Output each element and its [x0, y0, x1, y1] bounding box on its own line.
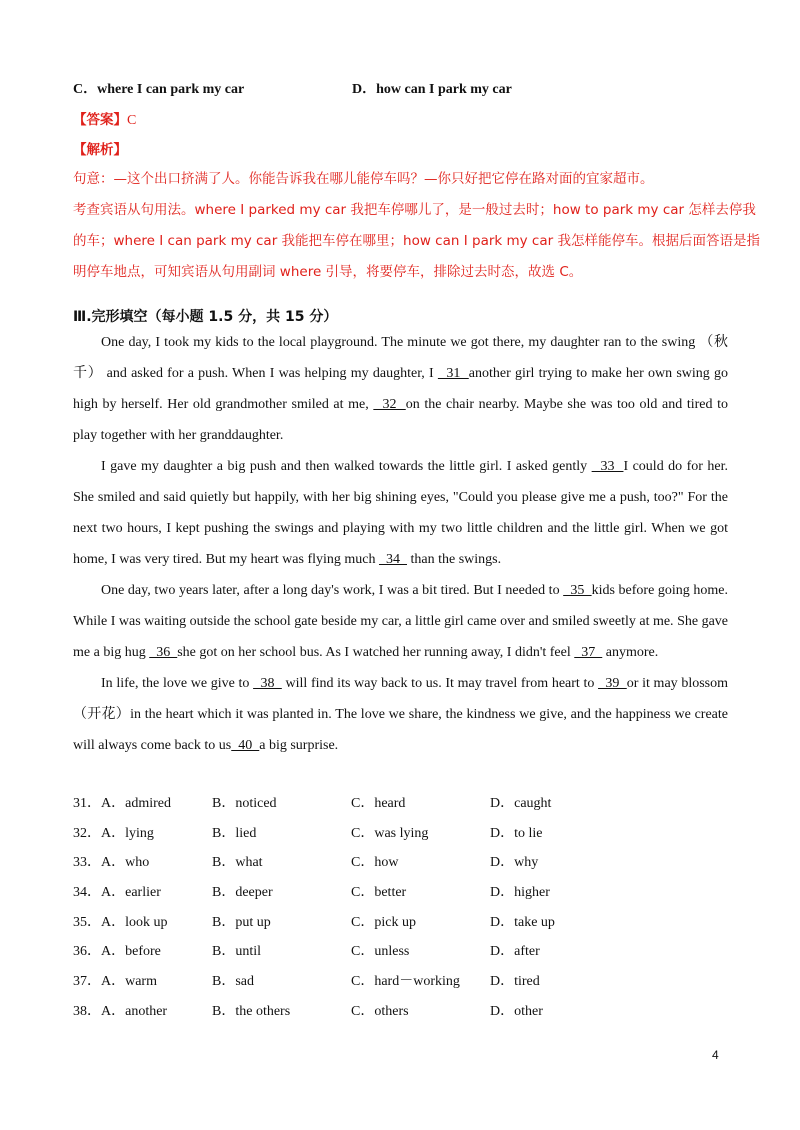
- passage-text: another girl trying to make her own swing go high by herself. Her old grandmother smiled at me,: [73, 366, 728, 412]
- option-c: C．better: [351, 885, 407, 901]
- option-c: C．heard: [351, 796, 406, 811]
- option-a: 36．A．before: [73, 944, 161, 960]
- option-d: D．other: [490, 1003, 543, 1019]
- analysis-line-3: 的车；where I can park my car 我能把车停在哪里；how can I park my car 我怎样能停车。根据后面答语是指: [73, 233, 760, 249]
- option-b: B．sad: [212, 974, 254, 990]
- option-c: C．others: [351, 1003, 409, 1019]
- passage-text: I gave my daughter a big push and then walked towards the little girl. I asked gently: [101, 459, 592, 474]
- answer-label: 【答案】: [73, 112, 127, 128]
- blank-35: 35: [563, 583, 592, 598]
- option-row-32: [73, 822, 733, 852]
- option-d: D．after: [490, 944, 540, 960]
- option-c: C．unless: [351, 944, 410, 960]
- option-row-34: [73, 881, 733, 911]
- analysis-line-4: 明停车地点，可知宾语从句用副词 where 引导，将要停车，排除过去时态，故选 C。: [73, 264, 583, 280]
- passage-paragraph-2: [73, 451, 728, 575]
- option-a: 31．A．admired: [73, 796, 171, 811]
- passage-paragraph-3: [73, 575, 728, 668]
- option-a: 38．A．another: [73, 1003, 168, 1019]
- passage-text: than the swings.: [406, 552, 502, 567]
- option-b: B．until: [212, 944, 262, 960]
- option-b: B．what: [212, 855, 263, 871]
- option-row-36: [73, 940, 733, 970]
- option-row-31: [73, 792, 733, 822]
- option-a: 32．A．lying: [73, 825, 154, 841]
- option-b: B．noticed: [212, 796, 277, 811]
- option-d: D．to lie: [490, 825, 543, 841]
- option-row-33: [73, 851, 733, 881]
- blank-38: 38: [253, 676, 282, 691]
- option-a: 37．A．warm: [73, 974, 157, 990]
- passage-text: I could do for her. She smiled and said quietly but happily, with her big shining eyes, "Could you please give me a push, too?" For the next two hours, I kept pushing the swings and playing with my two little children and the little girl. When we got home, I was very tired. But my heart was flying much: [73, 459, 728, 567]
- passage-text: One day, two years later, after a long day's work, I was a bit tired. But I needed to: [101, 583, 564, 598]
- option-d: D．why: [490, 855, 539, 871]
- answer-line: [73, 108, 136, 129]
- option-row-38: [73, 1000, 733, 1030]
- option-a: 35．A．look up: [73, 914, 168, 930]
- option-b: B．the others: [212, 1003, 291, 1019]
- analysis-line-1: 句意：—这个出口挤满了人。你能告诉我在哪儿能停车吗？—你只好把它停在路对面的宜家超市。: [73, 171, 654, 187]
- cloze-passage: [73, 327, 728, 761]
- option-d: D．caught: [490, 796, 552, 811]
- passage-paragraph-1: [73, 327, 728, 451]
- option-c: C．how: [351, 855, 399, 871]
- passage-text: One day, I took my kids to the local playground. The minute we got there, my daughter ran to the swing （秋千） and asked for a push. When I was helping my daughter, I: [73, 335, 728, 381]
- page-number: 4: [712, 1048, 719, 1062]
- option-d: D．tired: [490, 974, 540, 990]
- option-c: C．hard－working: [351, 974, 460, 990]
- option-row-35: [73, 911, 733, 941]
- passage-text: a big surprise.: [259, 738, 339, 753]
- blank-32: 32: [373, 397, 406, 412]
- section-title: Ⅲ.完形填空（每小题 1.5 分，共 15 分）: [73, 309, 338, 325]
- option-c-text: C．where I can park my car: [73, 82, 245, 97]
- passage-text: on the chair nearby. Maybe she was too old and tired to play together with her granddaughter.: [73, 397, 728, 443]
- passage-text: she got on her school bus. As I watched her running away, I didn't feel: [177, 645, 575, 660]
- passage-text: kids before going home. While I was waiting outside the school gate beside my car, a little girl came over and smiled sweetly at me. She gave me a big hug: [73, 583, 728, 660]
- passage-paragraph-4: [73, 668, 728, 761]
- analysis-label: 【解析】: [73, 142, 127, 158]
- option-b: B．lied: [212, 825, 257, 841]
- option-d: D．higher: [490, 885, 550, 901]
- blank-39: 39: [598, 676, 627, 691]
- option-a: 34．A．earlier: [73, 885, 161, 901]
- passage-text: anymore.: [602, 645, 659, 660]
- option-b: B．deeper: [212, 885, 273, 901]
- option-d: D．take up: [490, 914, 555, 930]
- blank-33: 33: [591, 459, 624, 474]
- option-c: C．pick up: [351, 914, 416, 930]
- passage-text: will find its way back to us. It may travel from heart to: [281, 676, 599, 691]
- blank-34: 34: [378, 552, 407, 567]
- option-row-37: [73, 970, 733, 1000]
- option-d-text: D．how can I park my car: [352, 82, 512, 97]
- analysis-line-2: 考查宾语从句用法。where I parked my car 我把车停哪儿了，是一般过去时；how to park my car 怎样去停我: [73, 202, 756, 218]
- blank-40: 40: [231, 738, 260, 753]
- option-a: 33．A．who: [73, 855, 150, 871]
- options-list: [73, 792, 733, 1030]
- option-b: B．put up: [212, 914, 271, 930]
- blank-31: 31: [437, 366, 469, 381]
- blank-36: 36: [149, 645, 178, 660]
- blank-37: 37: [574, 645, 603, 660]
- answer-value: C: [127, 113, 137, 128]
- passage-text: or it may blossom（开花）in the heart which it was planted in. The love we share, the kindness we give, and the happiness we create will always come back to us: [73, 676, 729, 753]
- passage-text: In life, the love we give to: [101, 676, 254, 691]
- option-c: C．was lying: [351, 825, 429, 841]
